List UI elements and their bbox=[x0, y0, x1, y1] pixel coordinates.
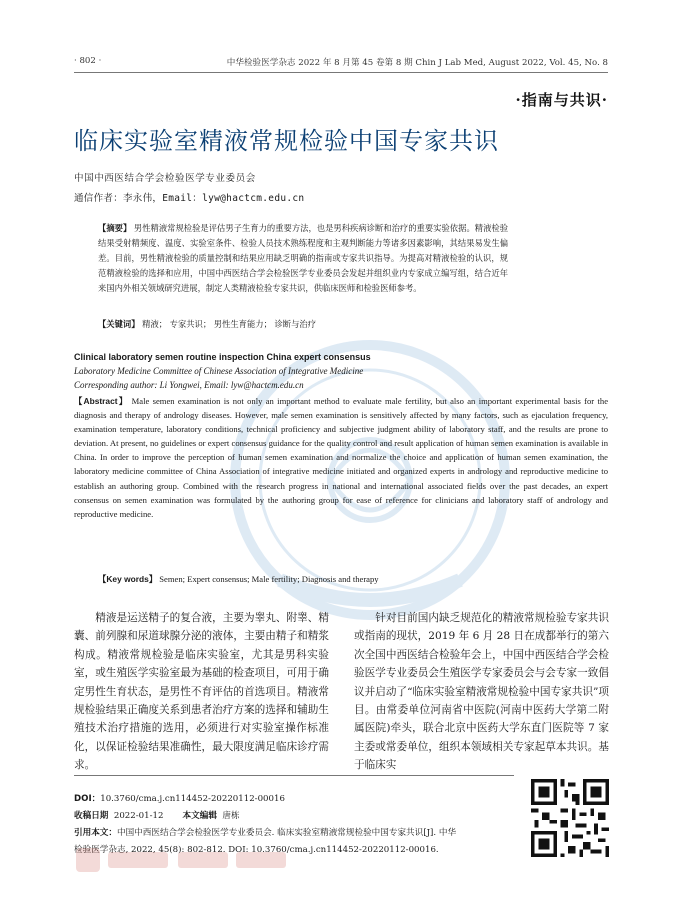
body-left-column: 精液是运送精子的复合液，主要为睾丸、附睾、精囊、前列腺和尿道球腺分泌的液体，主要由精子和精浆构成。精液常规检验是临床实验室，尤其是男科实验室，或生殖医学实验室最为基础的检查项目，可用于确定男性生育状态，是男性不育评估的首选项目。精液常规检验结果正确度关系到患者治疗方案的选择和辅助生殖技术治疗措施的选用，必须进行对实验室操作标准化，以保证检验结果准确性，最大限度满足临床诊疗需求。 bbox=[74, 612, 329, 772]
keywords-en-label: 【Key words】 bbox=[98, 574, 158, 584]
english-organization: Laboratory Medicine Committee of Chinese Association of Integrative Medicine bbox=[74, 366, 364, 376]
abstract-cn-label: 【摘要】 bbox=[98, 223, 132, 233]
header-rule bbox=[74, 72, 608, 73]
corresponding-author: 通信作者：李永伟，Email：lyw@hactcm.edu.cn bbox=[74, 193, 305, 204]
doi-value: 10.3760/cma.j.cn114452-20220112-00016 bbox=[100, 794, 285, 804]
section-label: ·指南与共识· bbox=[515, 91, 608, 109]
abstract-en-text: Male semen examination is not only an important method to evaluate male fertility, but also an important experimental basis for the diagnosis and therapy of andrology diseases. However, male semen examination is sensitively affected by many factors, such as ejaculation frequency, examination temperature, laboratory conditions, technical proficiency and subjective judgment ability of laboratory staff, and the results are prone to deviation. At present, no guidelines or expert consensus guidance for the quality control and result application of human semen examination is available in China. In order to improve the perception of human semen examination and normalize the choice and application of human semen examination, the laboratory medicine committee of China Association of integrative medicine initiated and organized experts in andrology and reproductive medicine to establish an authoring group. Combined with the research progress in national and international associated fields over the past decades, an expert consensus on semen examination was formulated by the authoring group for ease of reference for clinicians and laboratory staff of andrology and reproductive medicine. bbox=[74, 396, 609, 519]
citation-line-1 bbox=[74, 826, 456, 838]
english-author: Corresponding author: Li Yongwei, Email: lyw@hactcm.edu.cn bbox=[74, 380, 304, 390]
qr-code-icon bbox=[531, 779, 609, 857]
article-title: 临床实验室精液常规检验中国专家共识 bbox=[74, 127, 499, 155]
abstract-cn-text: 男性精液常规检验是评估男子生育力的重要方法，也是男科疾病诊断和治疗的重要实验依据。精液检验结果受射精频度、温度、实验室条件、检验人员技术熟练程度和主观判断能力等诸多因素影响，其结果易发生偏差。目前，男性精液检验的质量控制和结果应用缺乏明确的指南或专家共识指导。为提高对精液检验的认识，规范精液检验的选择和应用，中国中西医结合学会检验医学专业委员会发起并组织业内专家成立编写组，结合近年来国内外相关领域研究进展，制定人类精液检验专家共识，供临床医师和检验医师参考。 bbox=[98, 223, 508, 293]
journal-header: 中华检验医学杂志 2022 年 8 月第 45 卷第 8 期 Chin J Lab Med, August 2022, Vol. 45, No. 8 bbox=[226, 58, 608, 68]
citation-line-2: 检验医学杂志, 2022, 45(8): 802-812. DOI: 10.3760/cma.j.cn114452-20220112-00016. bbox=[74, 845, 439, 855]
received-label: 收稿日期 bbox=[74, 811, 109, 821]
journal-logo-watermark bbox=[74, 842, 294, 878]
editor-name: 唐栋 bbox=[222, 811, 240, 821]
page-number: · 802 · bbox=[74, 56, 102, 66]
organization: 中国中西医结合学会检验医学专业委员会 bbox=[74, 173, 256, 184]
cite-text-1: 中国中西医结合学会检验医学专业委员会. 临床实验室精液常规检验中国专家共识[J]. 中华 bbox=[116, 828, 457, 838]
abstract-en-label: 【Abstract】 bbox=[74, 396, 129, 406]
received-line bbox=[74, 809, 240, 821]
cite-label: 引用本文： bbox=[74, 828, 117, 838]
english-title: Clinical laboratory semen routine inspection China expert consensus bbox=[74, 352, 371, 362]
doi-label: DOI： bbox=[74, 794, 101, 804]
doi-line bbox=[74, 792, 285, 804]
keywords-cn bbox=[98, 318, 316, 330]
keywords-cn-text: 精液； 专家共识； 男性生育能力； 诊断与治疗 bbox=[142, 319, 316, 329]
keywords-en-text: Semen; Expert consensus; Male fertility; Diagnosis and therapy bbox=[159, 574, 379, 584]
received-date: 2022-01-12 bbox=[113, 811, 164, 821]
keywords-en bbox=[98, 573, 379, 585]
keywords-cn-label: 【关键词】 bbox=[98, 319, 140, 329]
abstract-cn bbox=[98, 221, 508, 296]
body-right-column: 针对目前国内缺乏规范化的精液常规检验专家共识或指南的现状，2019 年 6 月 28 日在成都举行的第六次全国中西医结合检验年会上，中国中西医结合学会检验医学专业委员会生殖医学专家委员会与会专家一致倡议并启动了“临床实验室精液常规检验中国专家共识”项目。由常委单位河南省中医院(河南中医药大学第二附属医院)牵头，联合北京中医药大学东直门医院等 7 家主委或常委单位，组织本领域相关专家起草本共识。基于临床实 bbox=[354, 612, 609, 772]
editor-label: 本文编辑 bbox=[182, 811, 217, 821]
abstract-en bbox=[74, 394, 608, 521]
footer-rule bbox=[74, 775, 514, 776]
